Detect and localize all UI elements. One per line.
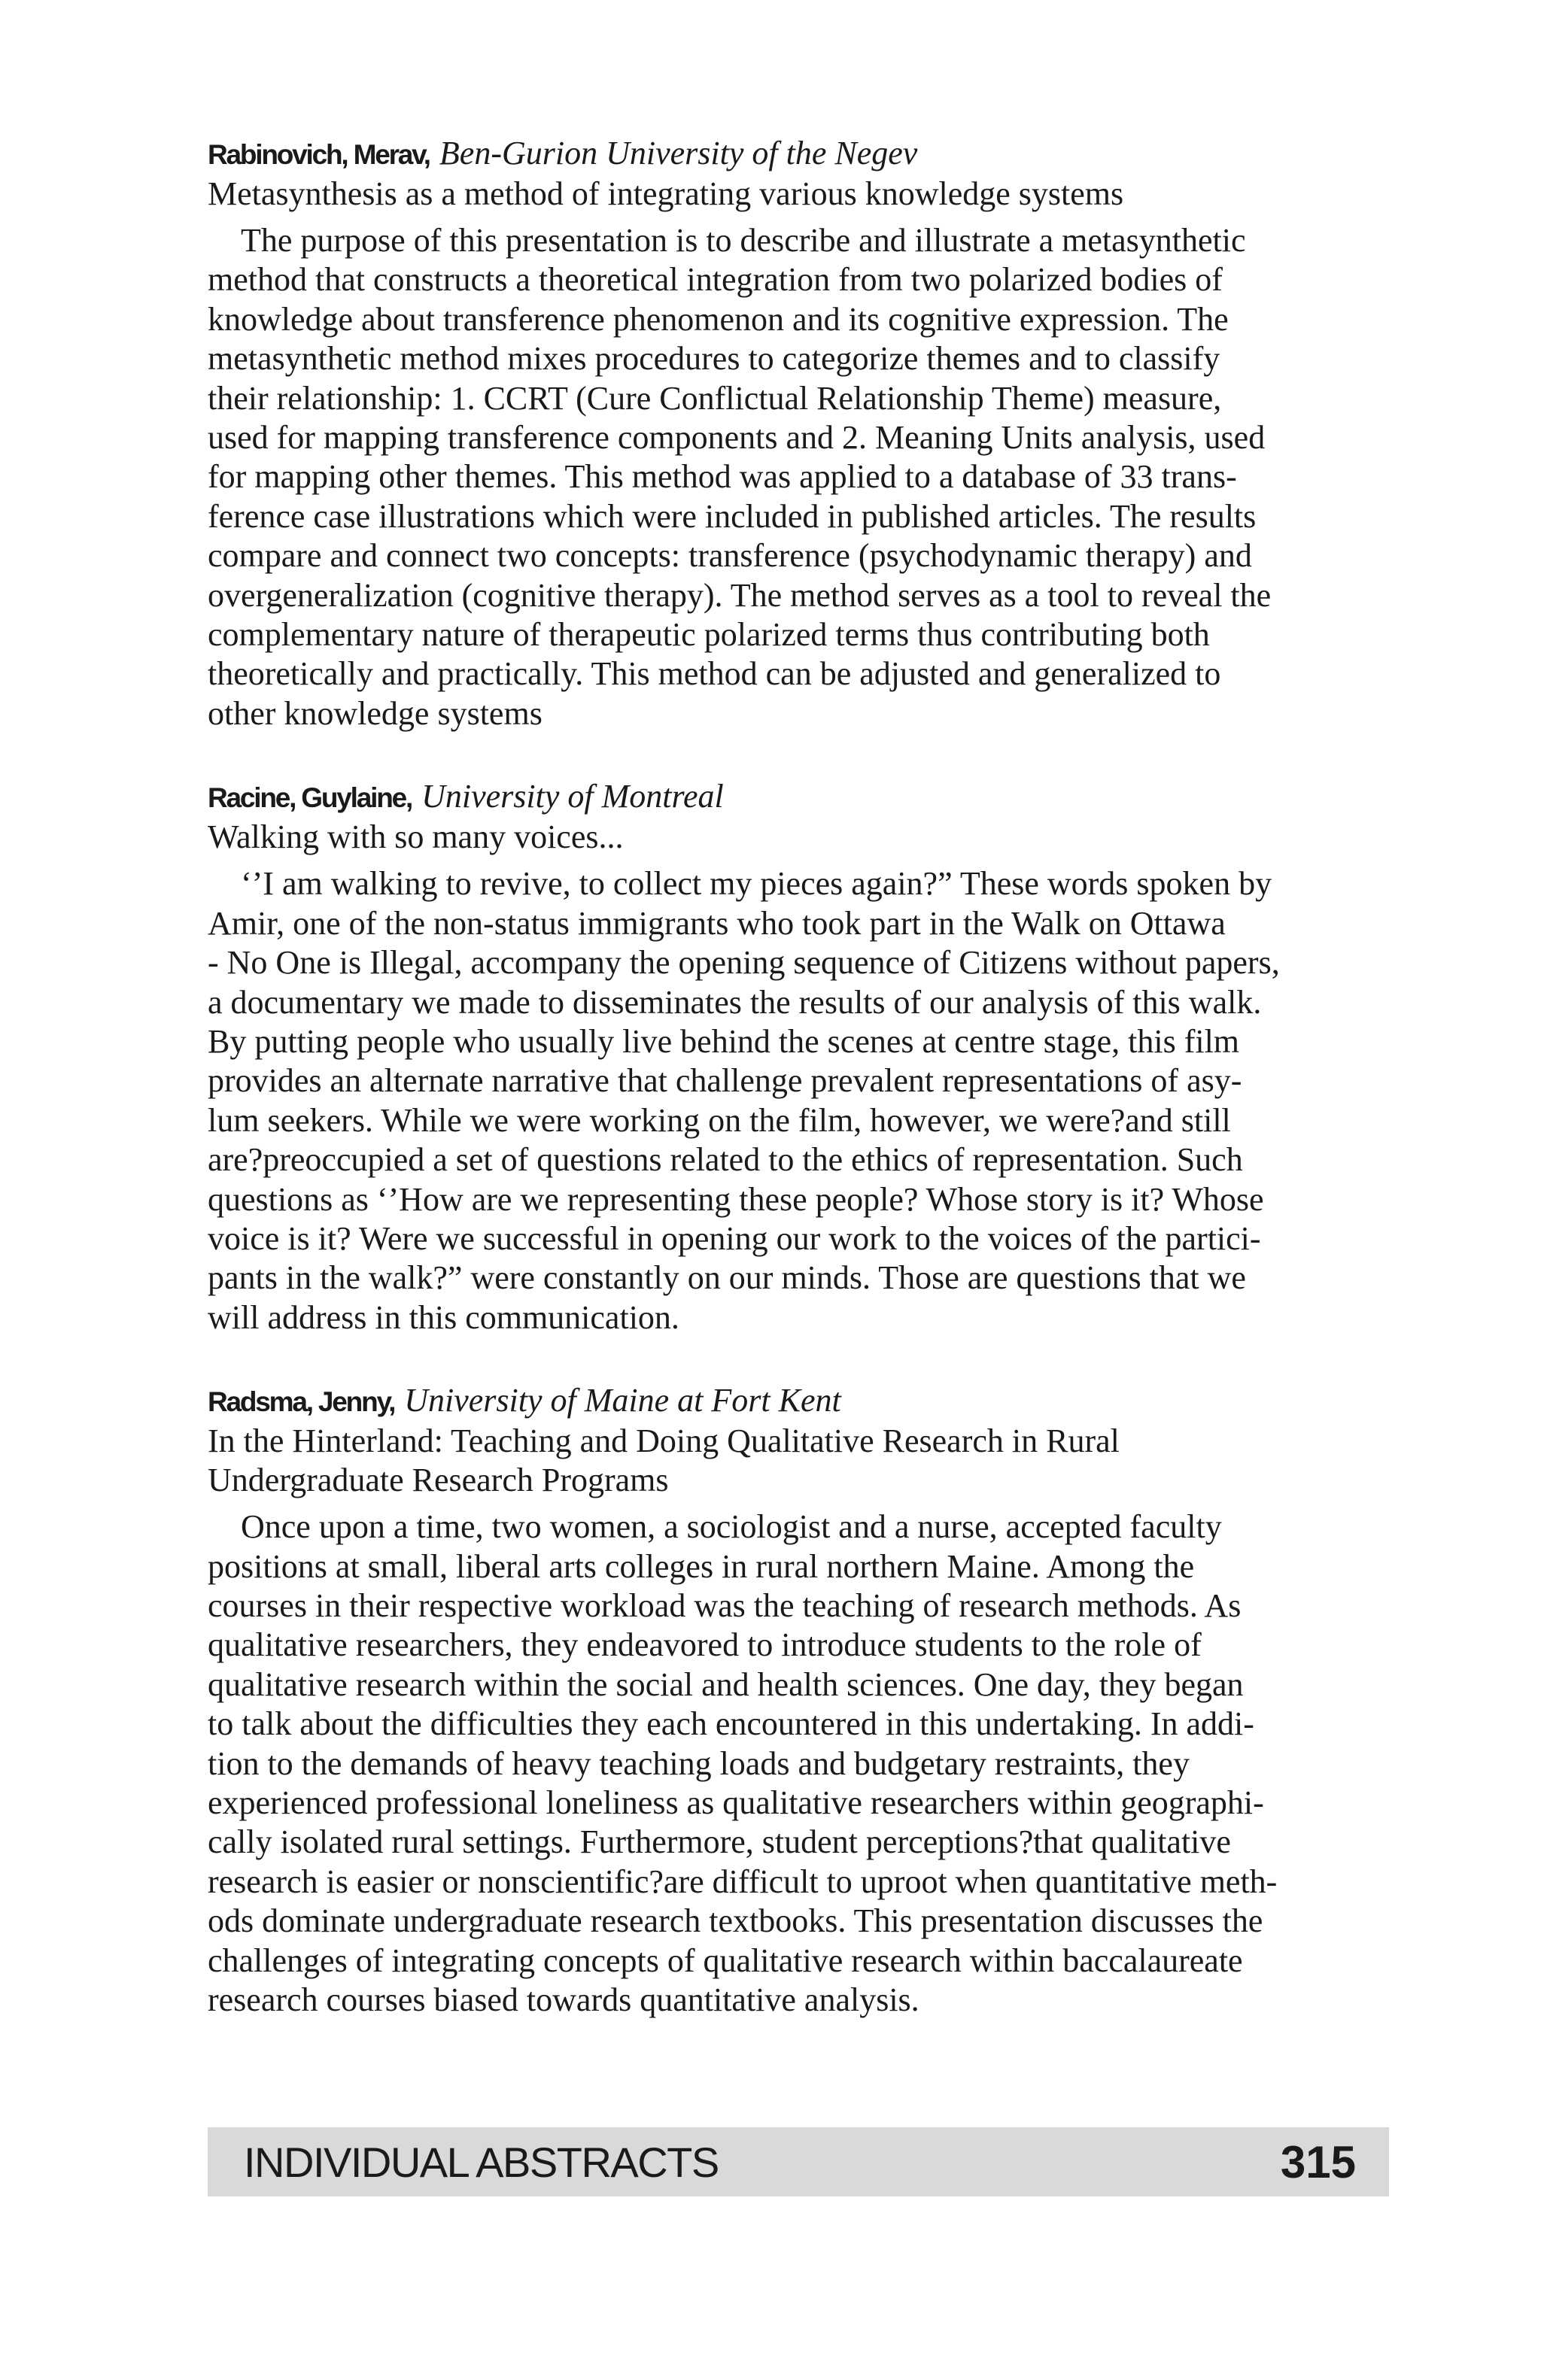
- abstract-body: ‘’I am walking to revive, to collect my pieces again?” These words spoken by Amir, one of the non-status immigrants who took part in the Walk on Ottawa - No One is Illegal, accompany the opening sequence of Citizens without papers, a documentary we made to disseminates the results of our analysis of this walk. By putting people who usually live behind the scenes at centre stage, this film provides an alternate narrative that challenge prevalent representations of asy- lum seekers. While we were working on the film, however, we were?and still are?preoccupied a set of questions related to the ethics of representation. Such questions as ‘’How are we representing these people? Whose story is it? Whose voice is it? Were we successful in opening our work to the voices of the partici- pants in the walk?” were constantly on our minds. Those are questions that we will address in this communication.: [208, 865, 1280, 1336]
- abstract-heading: [208, 1381, 1389, 1422]
- author-name: Radsma, Jenny,: [208, 1386, 395, 1418]
- abstract-heading: [208, 777, 1389, 818]
- abstract-body: Once upon a time, two women, a sociologist and a nurse, accepted faculty positions at small, liberal arts colleges in rural northern Maine. Among the courses in their respective workload was the teaching of research methods. As qualitative researchers, they endeavored to introduce students to the role of qualitative research within the social and health sciences. One day, they began to talk about the difficulties they each encountered in this undertaking. In addi- tion to the demands of heavy teaching loads and budgetary restraints, they experienced professional loneliness as qualitative researchers within geographi- cally isolated rural settings. Furthermore, student perceptions?that qualitative research is easier or nonscientific?are difficult to uproot when quantitative meth- ods dominate undergraduate research textbooks. This presentation discusses the challenges of integrating concepts of qualitative research within baccalaureate research courses biased towards quantitative analysis.: [208, 1508, 1278, 2019]
- abstract-title: Metasynthesis as a method of integrating various knowledge systems: [208, 175, 1124, 212]
- page-number: 315: [1280, 2136, 1356, 2187]
- abstract-entry: [208, 777, 1389, 1337]
- abstract-title: In the Hinterland: Teaching and Doing Qualitative Research in Rural Undergraduate Research Programs: [208, 1422, 1120, 1499]
- page-footer: [208, 2127, 1389, 2196]
- author-name: Rabinovich, Merav,: [208, 139, 430, 170]
- section-label: INDIVIDUAL ABSTRACTS: [244, 2138, 719, 2186]
- abstract-body: The purpose of this presentation is to describe and illustrate a metasynthetic method that constructs a theoretical integration from two polarized bodies of knowledge about transference phenomenon and its cognitive expression. The metasynthetic method mixes procedures to categorize themes and to classify their relationship: 1. CCRT (Cure Conflictual Relationship Theme) measure, used for mapping transference components and 2. Meaning Units analysis, used for mapping other themes. This method was applied to a database of 33 trans- ference case illustrations which were included in published articles. The results compare and connect two concepts: transference (psychodynamic therapy) and overgeneralization (cognitive therapy). The method serves as a tool to reveal the complementary nature of therapeutic polarized terms thus contributing both theoretically and practically. This method can be adjusted and generalized to other knowledge systems: [208, 222, 1272, 732]
- abstract-entry: [208, 134, 1389, 733]
- page-content: [208, 134, 1389, 2063]
- author-affiliation: Ben-Gurion University of the Negev: [439, 135, 918, 172]
- author-affiliation: University of Maine at Fort Kent: [404, 1382, 841, 1419]
- author-name: Racine, Guylaine,: [208, 782, 412, 814]
- author-affiliation: University of Montreal: [421, 778, 724, 815]
- abstract-heading: [208, 134, 1389, 175]
- abstract-title: Walking with so many voices...: [208, 818, 624, 856]
- abstract-entry: [208, 1381, 1389, 2020]
